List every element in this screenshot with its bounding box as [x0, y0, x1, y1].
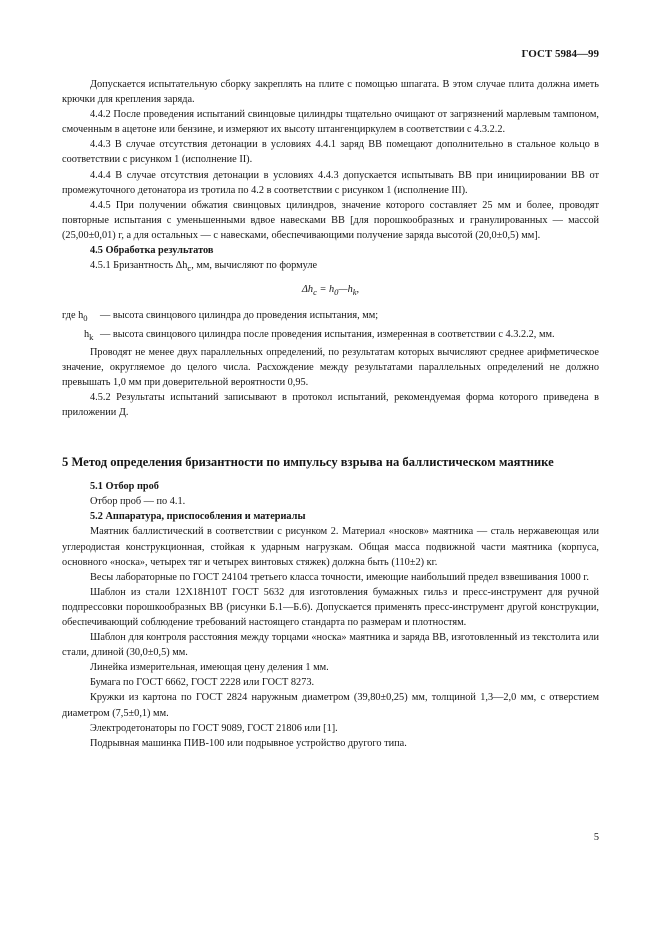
paragraph-4-5-2: 4.5.2 Результаты испытаний записывают в протокол испытаний, рекомендуемая форма которого приведена в приложении Д.	[62, 391, 599, 419]
formula-subscript: c	[313, 287, 317, 298]
text: h	[84, 328, 90, 340]
where-label	[84, 327, 100, 345]
page-number: 5	[593, 832, 599, 843]
subsection-heading-5-2: 5.2 Аппаратура, приспособления и материалы	[90, 511, 306, 523]
paragraph: Бумага по ГОСТ 6662, ГОСТ 2228 или ГОСТ 8273.	[90, 677, 315, 689]
paragraph: Отбор проб — по 4.1.	[90, 496, 186, 508]
subscript: c	[187, 263, 192, 274]
formula-part: ,	[356, 284, 360, 296]
page-content	[62, 77, 599, 751]
formula-part: Δh	[301, 284, 314, 296]
subscript: 0	[83, 313, 88, 324]
subscript: k	[89, 331, 94, 342]
paragraph: Электродетонаторы по ГОСТ 9089, ГОСТ 21806 или [1].	[90, 722, 338, 734]
paragraph-4-4-2: 4.4.2 После проведения испытаний свинцовые цилиндры тщательно очищают от загрязнений марлевым тампоном, смоченным в ацетоне или бензине, и измеряют их высоту штангенциркулем в соответствии с 4.3.2.2.	[62, 109, 599, 136]
paragraph-4-4-3: 4.4.3 В случае отсутствия детонации в условиях 4.4.1 заряд ВВ помещают дополнительно в стальное кольцо в соответствии с рисунком 1 (исполнение II).	[62, 139, 599, 166]
paragraph: Линейка измерительная, имеющая цену деления 1 мм.	[90, 662, 329, 674]
where-label	[62, 308, 100, 326]
paragraph-4-5-1	[62, 258, 599, 276]
formula	[62, 282, 599, 300]
paragraph-4-4-4: 4.4.4 В случае отсутствия детонации в условиях 4.4.3 допускается испытывать ВВ при инициировании ВВ от промежуточного детонатора из тротила по 4.2 в соответствии с рисунком 1 (исполнение III).	[62, 169, 599, 196]
formula-part: = h	[316, 284, 335, 296]
paragraph: Проводят не менее двух параллельных определений, по результатам которых вычисляют среднее арифметическое значение, округляемое до целого числа. Расхождение между результатами параллельных определений не должно превышать 1,0 мм при доверительной вероятности 0,95.	[62, 346, 599, 388]
where-text: — высота свинцового цилиндра после проведения испытания, измеренная в соответствии с 4.3.2.2, мм.	[100, 328, 555, 340]
where-clause-hk	[62, 327, 599, 345]
paragraph: Допускается испытательную сборку закреплять на плите с помощью шпагата. В этом случае плита должна иметь крючки для крепления заряда.	[62, 79, 599, 106]
text: 4.5.1 Бризантность Δh	[90, 260, 188, 272]
text: где h	[62, 310, 84, 322]
text: , мм, вычисляют по формуле	[191, 260, 318, 272]
paragraph: Шаблон из стали 12Х18Н10Т ГОСТ 5632 для изготовления бумажных гильз и пресс-инструмент для ручной подпрессовки порошкообразных ВВ (рисунки Б.1—Б.6). Допускается применять пресс-инструмент другой конструкции, обеспечивающий соблюдение требований настоящего стандарта по размерам и плотностям.	[62, 586, 599, 628]
paragraph: Подрывная машинка ПИВ-100 или подрывное устройство другого типа.	[90, 737, 407, 749]
paragraph: Шаблон для контроля расстояния между торцами «носка» маятника и заряда ВВ, изготовленный из текстолита или стали, длиной (30,0±0,5) мм.	[62, 632, 599, 659]
subsection-heading-4-5: 4.5 Обработка результатов	[90, 245, 214, 257]
paragraph: Весы лабораторные по ГОСТ 24104 третьего класса точности, имеющие наибольший предел взвешивания 1000 г.	[90, 571, 589, 583]
formula-subscript: k	[352, 287, 357, 298]
section-title-5: 5 Метод определения бризантности по импульсу взрыва на баллистическом маятнике	[62, 455, 554, 470]
paragraph: Маятник баллистический в соответствии с рисунком 2. Материал «носков» маятника — сталь нержавеющая или углеродистая конструкционная, стойкая к ударным нагрузкам. Общая масса подвижной части маятника (корпуса, основного «носка», четырех тяг и четырех винтовых стяжек) должна быть (110±2) кг.	[62, 526, 599, 568]
paragraph: Кружки из картона по ГОСТ 2824 наружным диаметром (39,80±0,25) мм, толщиной 1,3—2,0 мм, с отверстием диаметром (7,5±0,1) мм.	[62, 692, 599, 719]
standard-header: ГОСТ 5984—99	[521, 48, 599, 60]
where-clause-h0	[62, 308, 599, 326]
formula-part: —h	[338, 284, 353, 296]
paragraph-4-4-5: 4.4.5 При получении обжатия свинцовых цилиндров, значение которого составляет 25 мм и более, проводят повторные испытания с уменьшенными вдвое навесками ВВ [для порошкообразных и гранулированных — массой (25,00±0,01) г, а для остальных — с навесками, обеспечивающими получение заряда высотой (20,0±0,5) мм].	[62, 199, 599, 241]
formula-subscript: 0	[334, 287, 339, 298]
where-text: — высота свинцового цилиндра до проведения испытания, мм;	[100, 310, 379, 322]
subsection-heading-5-1: 5.1 Отбор проб	[90, 481, 159, 493]
